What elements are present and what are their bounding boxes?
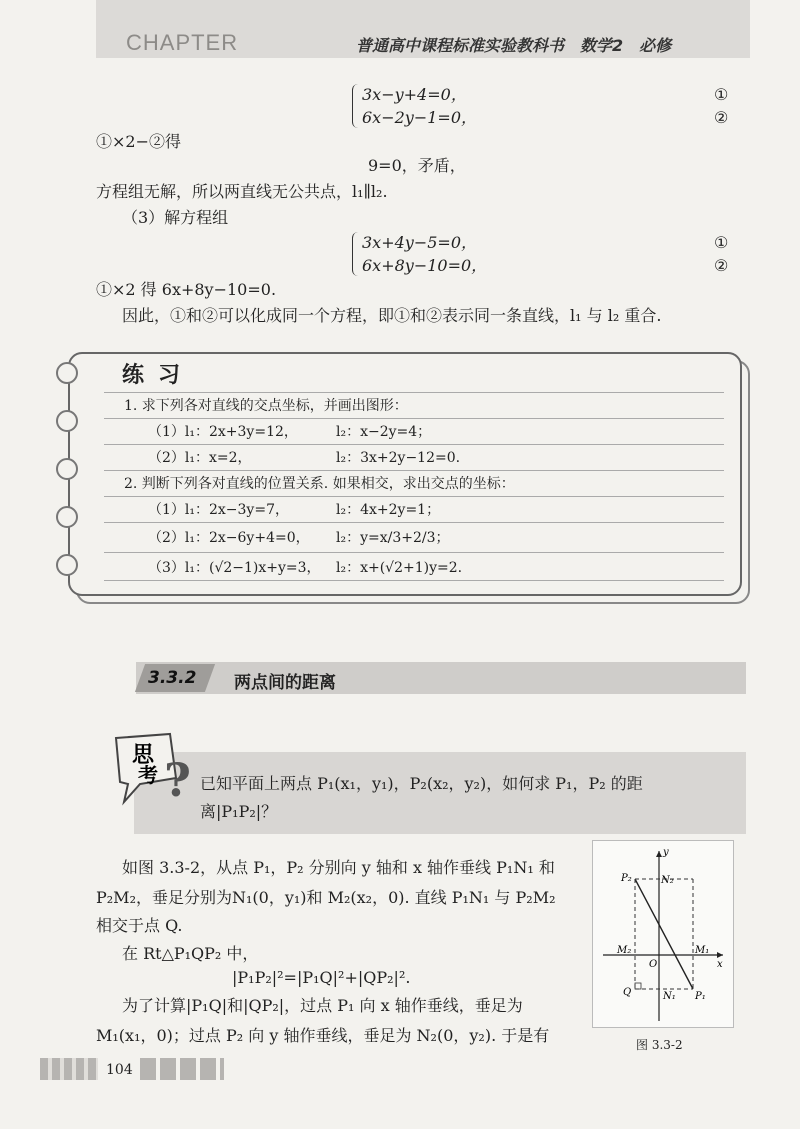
body-text: 为了计算|P₁Q|和|QP₂|，过点 P₁ 向 x 轴作垂线，垂足为 bbox=[122, 996, 523, 1015]
equation-brace bbox=[352, 84, 361, 128]
figure-label: N₁ bbox=[663, 991, 676, 1002]
exercise-item: （1）l₁：2x−3y=7， bbox=[148, 502, 289, 518]
ruled-line bbox=[104, 444, 724, 445]
exercise-title: 练习 bbox=[122, 363, 195, 388]
think-badge-char: 考 bbox=[138, 763, 158, 787]
equation-mark: ① bbox=[714, 85, 729, 104]
exercise-item: l₂：x−2y=4； bbox=[336, 424, 432, 440]
binder-ring bbox=[56, 362, 78, 384]
body-text: M₁(x₁，0)；过点 P₂ 向 y 轴作垂线，垂足为 N₂(0，y₂). 于是有 bbox=[96, 1026, 550, 1045]
exercise-item: （2）l₁：2x−6y+4=0， bbox=[148, 530, 310, 546]
equation-brace bbox=[352, 232, 361, 276]
equation-mark: ② bbox=[714, 108, 729, 127]
equation-mark: ② bbox=[714, 256, 729, 275]
step-text: ①×2−②得 bbox=[96, 132, 181, 151]
section-number: 3.3.2 bbox=[148, 668, 197, 688]
coordinate-diagram bbox=[593, 841, 733, 1027]
ruled-line bbox=[104, 470, 724, 471]
exercise-item: l₂：4x+2y=1； bbox=[336, 502, 441, 518]
ruled-line bbox=[104, 580, 724, 581]
section-bar bbox=[136, 662, 746, 694]
figure-label: x bbox=[717, 959, 723, 970]
exercise-item: l₂：y=x/3+2/3； bbox=[336, 530, 450, 546]
exercise-item: l₂：3x+2y−12=0. bbox=[336, 450, 461, 466]
step-text: ①×2 得 6x+8y−10=0. bbox=[96, 280, 277, 299]
binder-ring bbox=[56, 554, 78, 576]
conclusion-text: 方程组无解，所以两直线无公共点，l₁∥l₂. bbox=[96, 182, 388, 201]
think-text: 离|P₁P₂|？ bbox=[200, 802, 278, 821]
figure-label: y bbox=[663, 847, 669, 858]
figure-label: P₁ bbox=[695, 991, 706, 1002]
question-mark-icon: ? bbox=[164, 753, 191, 807]
figure-frame bbox=[592, 840, 734, 1028]
exercise-question: 2. 判断下列各对直线的位置关系. 如果相交，求出交点的坐标： bbox=[124, 476, 515, 492]
footer-stripes-left bbox=[40, 1058, 98, 1080]
segment-p1p2 bbox=[635, 879, 693, 989]
formula: |P₁P₂|²=|P₁Q|²+|QP₂|². bbox=[232, 968, 411, 987]
page-number: 104 bbox=[106, 1062, 133, 1078]
y-axis-arrow-icon bbox=[656, 851, 662, 857]
binder-ring bbox=[56, 458, 78, 480]
ruled-line bbox=[104, 418, 724, 419]
ruled-line bbox=[104, 552, 724, 553]
exercise-item: l₂：x+(√2+1)y=2. bbox=[336, 560, 463, 576]
figure-label: Q bbox=[623, 987, 632, 998]
equation-line: 6x+8y−10=0， bbox=[362, 256, 488, 275]
exercise-item: （1）l₁：2x+3y=12， bbox=[148, 424, 298, 440]
footer-stripes-right bbox=[140, 1058, 224, 1080]
figure-label: M₁ bbox=[695, 945, 710, 956]
binder-ring bbox=[56, 506, 78, 528]
conclusion-text: 因此，①和②可以化成同一个方程，即①和②表示同一条直线，l₁ 与 l₂ 重合. bbox=[122, 306, 662, 325]
x-axis-arrow-icon bbox=[717, 952, 723, 958]
right-angle-mark bbox=[635, 983, 641, 989]
section-title: 两点间的距离 bbox=[234, 673, 336, 693]
think-text: 已知平面上两点 P₁(x₁，y₁)，P₂(x₂，y₂)，如何求 P₁，P₂ 的距 bbox=[200, 774, 643, 793]
equation-line: 6x−2y−1=0， bbox=[362, 108, 478, 127]
exercise-item: （3）l₁：(√2−1)x+y=3， bbox=[148, 560, 321, 576]
book-title: 普通高中课程标准实验教科书 数学2 必修 bbox=[356, 36, 672, 55]
figure-label: M₂ bbox=[617, 945, 632, 956]
equation-mark: ① bbox=[714, 233, 729, 252]
ruled-line bbox=[104, 392, 724, 393]
figure-label: N₂ bbox=[661, 875, 674, 886]
equation-line: 3x−y+4=0， bbox=[362, 85, 467, 104]
figure-caption: 图 3.3-2 bbox=[636, 1038, 683, 1052]
body-text: P₂M₂，垂足分别为N₁(0，y₁)和 M₂(x₂，0). 直线 P₁N₁ 与 P₂M₂ bbox=[96, 888, 556, 907]
body-text: 如图 3.3-2，从点 P₁，P₂ 分别向 y 轴和 x 轴作垂线 P₁N₁ 和 bbox=[122, 858, 555, 877]
exercise-item: （2）l₁：x=2， bbox=[148, 450, 252, 466]
figure-label: P₂ bbox=[621, 873, 632, 884]
body-text: 相交于点 Q. bbox=[96, 916, 183, 935]
part-text: （3）解方程组 bbox=[122, 208, 229, 227]
chapter-word: CHAPTER bbox=[126, 30, 239, 55]
figure-label: O bbox=[649, 959, 658, 970]
body-text: 在 Rt△P₁QP₂ 中， bbox=[122, 944, 259, 963]
exercise-question: 1. 求下列各对直线的交点坐标，并画出图形： bbox=[124, 398, 408, 414]
think-badge-icon bbox=[110, 728, 196, 818]
equation-line: 3x+4y−5=0， bbox=[362, 233, 478, 252]
ruled-line bbox=[104, 496, 724, 497]
ruled-line bbox=[104, 522, 724, 523]
binder-ring bbox=[56, 410, 78, 432]
think-badge-char: 思 bbox=[132, 743, 155, 768]
result-text: 9=0，矛盾， bbox=[368, 156, 466, 175]
